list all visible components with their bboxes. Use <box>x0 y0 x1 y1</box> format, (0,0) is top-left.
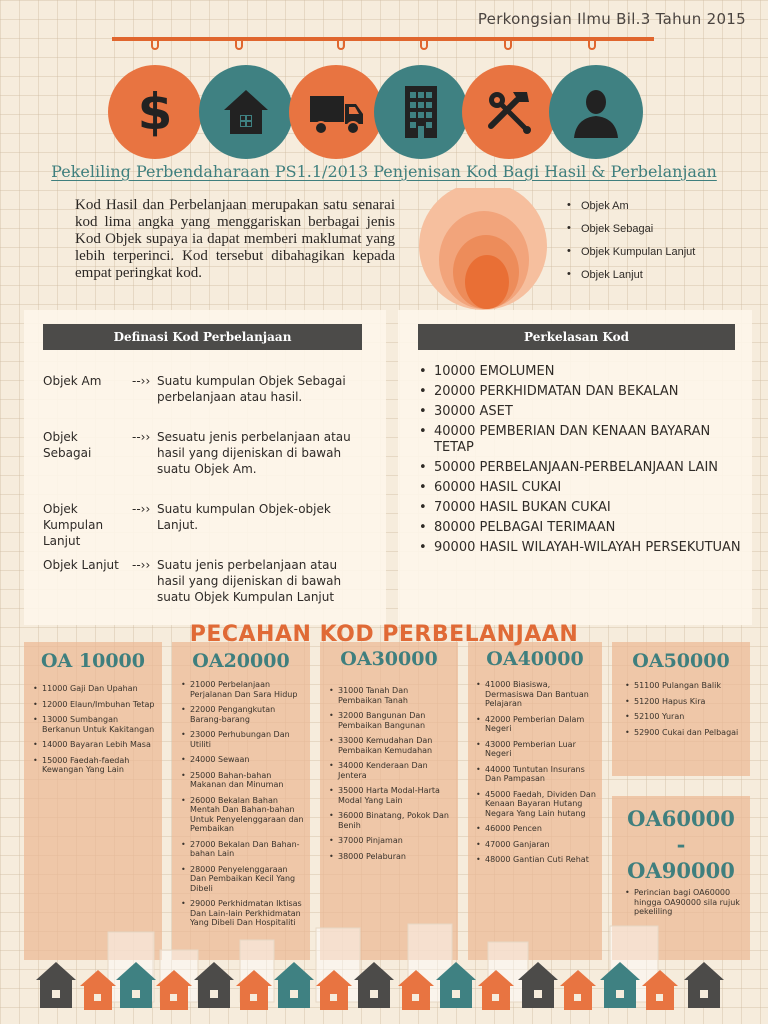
list-item: • 33000 Kemudahan Dan Pembaikan Kemudahan <box>328 736 452 755</box>
house-icon <box>36 962 76 1008</box>
column-title: OA90000 <box>627 858 735 883</box>
list-item: • 34000 Kenderaan Dan Jentera <box>328 761 452 780</box>
hook <box>588 41 596 50</box>
list-item: • 41000 Biasiswa, Dermasiswa Dan Bantuan Pelajaran <box>475 680 597 709</box>
list-item: • 50000 PERBELANJAAN-PERBELANJAAN LAIN <box>418 460 743 476</box>
definition-term: Objek Lanjut <box>43 558 119 572</box>
column-title-dash: - <box>676 832 686 857</box>
list-item: • 21000 Perbelanjaan Perjalanan Dan Sara Hidup <box>180 680 306 699</box>
house-icon <box>199 65 293 159</box>
list-item: • 45000 Faedah, Dividen Dan Kenaan Bayaran Hutang Negara Yang Lain hutang <box>475 790 597 819</box>
list-item: • 37000 Pinjaman <box>328 836 452 846</box>
list-item: • 80000 PELBAGAI TERIMAAN <box>418 520 743 536</box>
list-item: • 51200 Hapus Kira <box>624 697 746 707</box>
hook <box>151 41 159 50</box>
list-item: • 47000 Ganjaran <box>475 840 597 850</box>
list-item: • 36000 Binatang, Pokok Dan Benih <box>328 811 452 830</box>
house-icon <box>684 962 724 1008</box>
list-item: • 24000 Sewaan <box>180 755 306 765</box>
tools-icon <box>462 65 556 159</box>
issue-label: Perkongsian Ilmu Bil.3 Tahun 2015 <box>477 10 746 28</box>
list-item: • 44000 Tuntutan Insurans Dan Pampasan <box>475 765 597 784</box>
svg-text:$: $ <box>137 83 173 141</box>
definition-term: Objek Sebagai <box>43 430 92 460</box>
list-item: • 38000 Pelaburan <box>328 852 452 862</box>
list-item: • Objek Sebagai <box>566 223 695 235</box>
arrow-icon: --›› <box>132 558 151 572</box>
classification-heading: Perkelasan Kod <box>418 324 735 350</box>
intro-text: Kod Hasil dan Perbelanjaan merupakan satu senarai kod lima angka yang menggariskan berbagai jenis Kod Objek supaya ia dapat memberi maklumat yang lebih terperinci. Kod tersebut dibahagikan kepada empat peringkat kod. <box>75 197 395 281</box>
list-item: • 28000 Penyelenggaraan Dan Pembaikan Kecil Yang Dibeli <box>180 865 306 894</box>
truck-icon <box>289 65 383 159</box>
list-item: • 52100 Yuran <box>624 712 746 722</box>
list-item: • 14000 Bayaran Lebih Masa <box>32 740 156 750</box>
column-list <box>32 684 156 781</box>
hook <box>420 41 428 50</box>
building-icon <box>374 65 468 159</box>
hanging-bar <box>112 37 654 41</box>
definition-desc: Suatu kumpulan Objek Sebagai perbelanjaan atau hasil. <box>157 374 346 404</box>
list-item: • 40000 PEMBERIAN DAN KENAAN BAYARAN TETAP <box>418 424 743 456</box>
list-item: • 42000 Pemberian Dalam Negeri <box>475 715 597 734</box>
definitions-heading: Definasi Kod Perbelanjaan <box>43 324 362 350</box>
list-item: • 27000 Bekalan Dan Bahan-bahan Lain <box>180 840 306 859</box>
list-item: • 11000 Gaji Dan Upahan <box>32 684 156 694</box>
list-item: • 25000 Bahan-bahan Makanan dan Minuman <box>180 771 306 790</box>
list-item: • Objek Am <box>566 200 695 212</box>
list-item: • 23000 Perhubungan Dan Utiliti <box>180 730 306 749</box>
house-icon <box>274 962 314 1008</box>
hook <box>235 41 243 50</box>
list-item: • 31000 Tanah Dan Pembaikan Tanah <box>328 686 452 705</box>
arrow-icon: --›› <box>132 502 151 516</box>
hook <box>337 41 345 50</box>
classification-list <box>418 364 743 560</box>
list-item: • 70000 HASIL BUKAN CUKAI <box>418 500 743 516</box>
list-item: • 35000 Harta Modal-Harta Modal Yang Lain <box>328 786 452 805</box>
list-item: • Perincian bagi OA60000 hingga OA90000 sila rujuk pekeliling <box>624 888 742 917</box>
page-title: Pekeliling Perbendaharaan PS1.1/2013 Penjenisan Kod Bagi Hasil & Perbelanjaan <box>51 162 717 181</box>
column-list <box>475 680 597 871</box>
definition-desc: Sesuatu jenis perbelanjaan atau hasil yang dijeniskan di bawah suatu Objek Am. <box>157 430 351 476</box>
definition-desc: Suatu kumpulan Objek-objek Lanjut. <box>157 502 331 532</box>
person-icon <box>549 65 643 159</box>
list-item: • 52900 Cukai dan Pelbagai <box>624 728 746 738</box>
list-item: • 10000 EMOLUMEN <box>418 364 743 380</box>
list-item: • 51100 Pulangan Balik <box>624 681 746 691</box>
list-item: • 22000 Pengangkutan Barang-barang <box>180 705 306 724</box>
list-item: • 29000 Perkhidmatan Iktisas Dan Lain-lain Perkhidmatan Yang Dibeli Dan Hospitaliti <box>180 899 306 928</box>
list-item: • 90000 HASIL WILAYAH-WILAYAH PERSEKUTUAN <box>418 540 743 556</box>
definition-desc: Suatu jenis perbelanjaan atau hasil yang dijeniskan di bawah suatu Objek Kumpulan Lanjut <box>157 558 342 604</box>
list-item: • 13000 Sumbangan Berkanun Untuk Kakitangan <box>32 715 156 734</box>
house-icon <box>194 962 234 1008</box>
column-list <box>328 686 452 867</box>
list-item: • 48000 Gantian Cuti Rehat <box>475 855 597 865</box>
list-item: • Objek Lanjut <box>566 269 695 281</box>
column-list <box>180 680 306 934</box>
list-item: • Objek Kumpulan Lanjut <box>566 246 695 258</box>
column-title: OA60000 <box>627 806 735 831</box>
list-item: • 43000 Pemberian Luar Negeri <box>475 740 597 759</box>
definition-term: Objek Am <box>43 374 102 388</box>
skyline-illustration <box>0 910 768 1024</box>
breakdown-heading: PECAHAN KOD PERBELANJAAN <box>189 622 579 647</box>
concentric-circles-graphic <box>418 188 552 310</box>
list-item: • 12000 Elaun/Imbuhan Tetap <box>32 700 156 710</box>
list-item: • 15000 Faedah-faedah Kewangan Yang Lain <box>32 756 156 775</box>
column-title: OA 10000 <box>40 650 145 672</box>
list-item: • 26000 Bekalan Bahan Mentah Dan Bahan-bahan Untuk Penyelenggaraan dan Pembaikan <box>180 796 306 834</box>
dollar-icon <box>108 65 202 159</box>
hook <box>504 41 512 50</box>
levels-list <box>566 200 695 292</box>
column-title: OA20000 <box>192 650 290 672</box>
column-title: OA40000 <box>486 648 584 670</box>
column-title: OA50000 <box>632 650 730 672</box>
column-list <box>624 681 746 743</box>
list-item: • 30000 ASET <box>418 404 743 420</box>
list-item: • 20000 PERKHIDMATAN DAN BEKALAN <box>418 384 743 400</box>
arrow-icon: --›› <box>132 374 151 388</box>
definition-term: Objek Kumpulan Lanjut <box>43 502 104 548</box>
list-item: • 46000 Pencen <box>475 824 597 834</box>
list-item: • 32000 Bangunan Dan Pembaikan Bangunan <box>328 711 452 730</box>
list-item: • 60000 HASIL CUKAI <box>418 480 743 496</box>
arrow-icon: --›› <box>132 430 151 444</box>
house-icon <box>560 970 596 1010</box>
column-title: OA30000 <box>340 648 438 670</box>
